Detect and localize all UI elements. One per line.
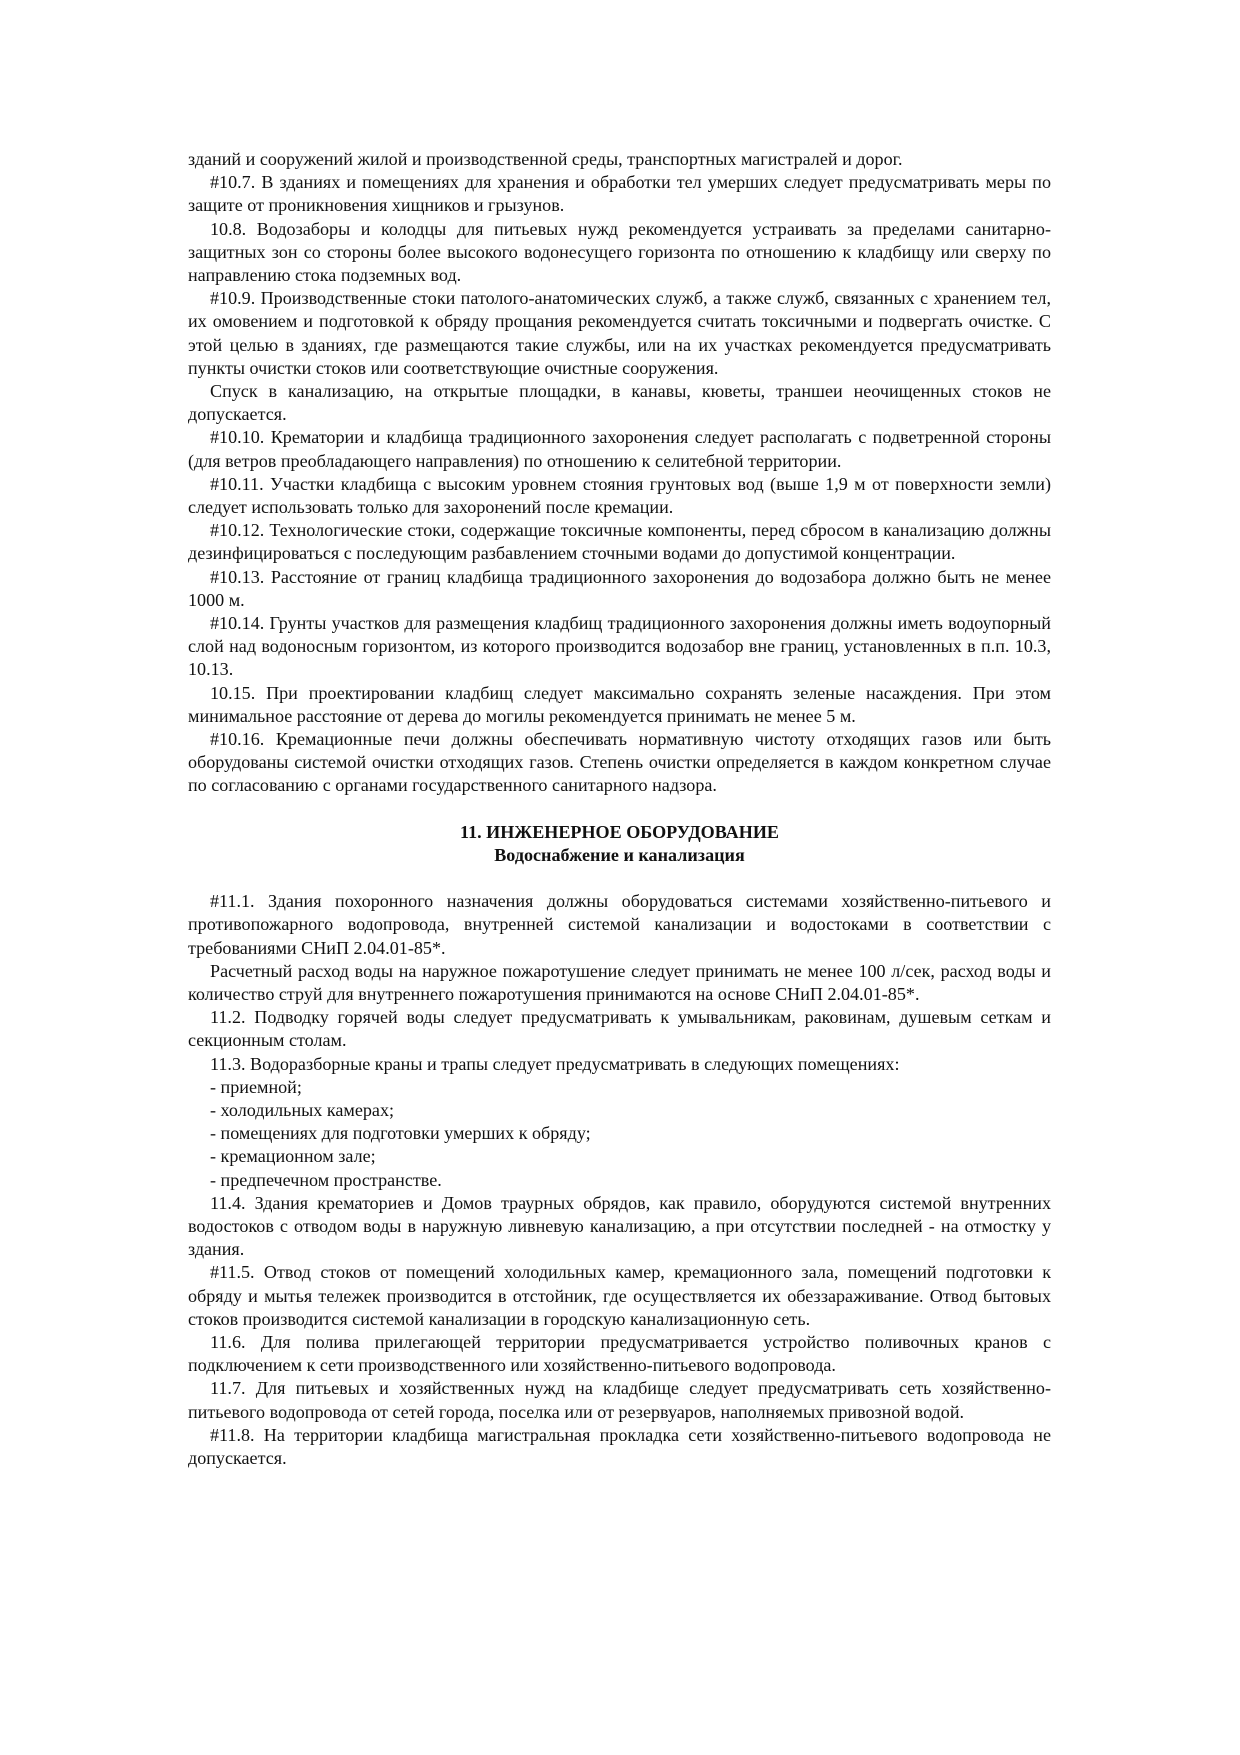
- paragraph-11-6: 11.6. Для полива прилегающей территории предусматривается устройство поливочных кранов с подключением к сети производственного или хозяйственно-питьевого водопровода.: [188, 1331, 1051, 1376]
- paragraph-11-1-fire: Расчетный расход воды на наружное пожаротушение следует принимать не менее 100 л/сек, расход воды и количество струй для внутреннего пожаротушения принимаются на основе СНиП 2.04.01-85*.: [188, 960, 1051, 1004]
- paragraph-10-10: #10.10. Крематории и кладбища традиционного захоронения следует располагать с подветренной стороны (для ветров преобладающего направления) по отношению к селитебной территории.: [188, 427, 1051, 471]
- list-item: - холодильных камерах;: [210, 1099, 395, 1120]
- section-subtitle: Водоснабжение и канализация: [494, 844, 745, 865]
- paragraph-10-15: 10.15. При проектировании кладбищ следует максимально сохранять зеленые насаждения. При этом минимальное расстояние от дерева до могилы рекомендуется принимать не менее 5 м.: [188, 682, 1051, 726]
- paragraph-10-9: #10.9. Производственные стоки патолого-анатомических служб, а также служб, связанных с хранением тел, их омовением и подготовкой к обряду прощания рекомендуется считать токсичными и подвергать очистке. С этой целью в зданиях, где размещаются такие службы, или на их участках рекомендуется предусматривать пункты очистки стоков или соответствующие очистные сооружения.: [188, 288, 1051, 378]
- list-item: - приемной;: [210, 1076, 302, 1097]
- paragraph-11-4: 11.4. Здания крематориев и Домов траурных обрядов, как правило, оборудуются системой внутренних водостоков с отводом воды в наружную ливневую канализацию, а при отсутствии последней - на отмостку у здания.: [188, 1192, 1051, 1260]
- paragraph-continuation: зданий и сооружений жилой и производственной среды, транспортных магистралей и дорог.: [188, 149, 903, 169]
- paragraph-10-13: #10.13. Расстояние от границ кладбища традиционного захоронения до водозабора должно быть не менее 1000 м.: [188, 566, 1051, 610]
- block-2: [188, 890, 1051, 1470]
- list-item: - предпечечном пространстве.: [210, 1169, 442, 1190]
- paragraph-10-7: #10.7. В зданиях и помещениях для хранения и обработки тел умерших следует предусматривать меры по защите от проникновения хищников и грызунов.: [188, 172, 1051, 216]
- paragraph-10-9-discharge: Спуск в канализацию, на открытые площадки, в канавы, кюветы, траншеи неочищенных стоков не допускается.: [188, 381, 1051, 425]
- document-page: [188, 148, 1051, 1470]
- paragraph-10-14: #10.14. Грунты участков для размещения кладбищ традиционного захоронения должны иметь водоупорный слой над водоносным горизонтом, из которого производится водозабор вне границ, установленных в п.п. 10.3, 10.13.: [188, 613, 1051, 680]
- paragraph-10-16: #10.16. Кремационные печи должны обеспечивать нормативную чистоту отходящих газов или быть оборудованы системой очистки отходящих газов. Степень очистки определяется в каждом конкретном случае по согласованию с органами государственного санитарного надзора.: [188, 729, 1051, 796]
- paragraph-11-5: #11.5. Отвод стоков от помещений холодильных камер, кремационного зала, помещений подготовки к обряду и мытья тележек производится в отстойник, где осуществляется их обеззараживание. Отвод бытовых стоков производится системой канализации в городскую канализационную сеть.: [188, 1262, 1051, 1329]
- paragraph-10-12: #10.12. Технологические стоки, содержащие токсичные компоненты, перед сбросом в канализацию должны дезинфицироваться с последующим разбавлением сточными водами до допустимой концентрации.: [188, 520, 1051, 564]
- spacer: [188, 867, 1051, 890]
- list-item: - помещениях для подготовки умерших к обряду;: [210, 1123, 591, 1144]
- paragraph-11-2: 11.2. Подводку горячей воды следует предусматривать к умывальникам, раковинам, душевым сеткам и секционным столам.: [188, 1007, 1051, 1051]
- paragraph-11-8: #11.8. На территории кладбища магистральная прокладка сети хозяйственно-питьевого водопровода не допускается.: [188, 1424, 1051, 1468]
- section-title: 11. ИНЖЕНЕРНОЕ ОБОРУДОВАНИЕ: [460, 821, 779, 842]
- paragraph-10-11: #10.11. Участки кладбища с высоким уровнем стояния грунтовых вод (выше 1,9 м от поверхности земли) следует использовать только для захоронений после кремации.: [188, 473, 1051, 518]
- block-1: [188, 148, 1051, 798]
- paragraph-11-3: 11.3. Водоразборные краны и трапы следует предусматривать в следующих помещениях:: [210, 1053, 900, 1074]
- paragraph-10-8: 10.8. Водозаборы и колодцы для питьевых нужд рекомендуется устраивать за пределами санитарно-защитных зон со стороны более высокого водонесущего горизонта по отношению к кладбищу или сверху по направлению стока подземных вод.: [188, 218, 1051, 286]
- paragraph-11-7: 11.7. Для питьевых и хозяйственных нужд на кладбище следует предусматривать сеть хозяйственно-питьевого водопровода от сетей города, поселка или от резервуаров, наполняемых привозной водой.: [188, 1378, 1051, 1422]
- paragraph-11-1: #11.1. Здания похоронного назначения должны оборудоваться системами хозяйственно-питьевого и противопожарного водопровода, внутренней системой канализации и водостоками в соответствии с требованиями СНиП 2.04.01-85*.: [188, 891, 1051, 958]
- list-item: - кремационном зале;: [210, 1146, 376, 1167]
